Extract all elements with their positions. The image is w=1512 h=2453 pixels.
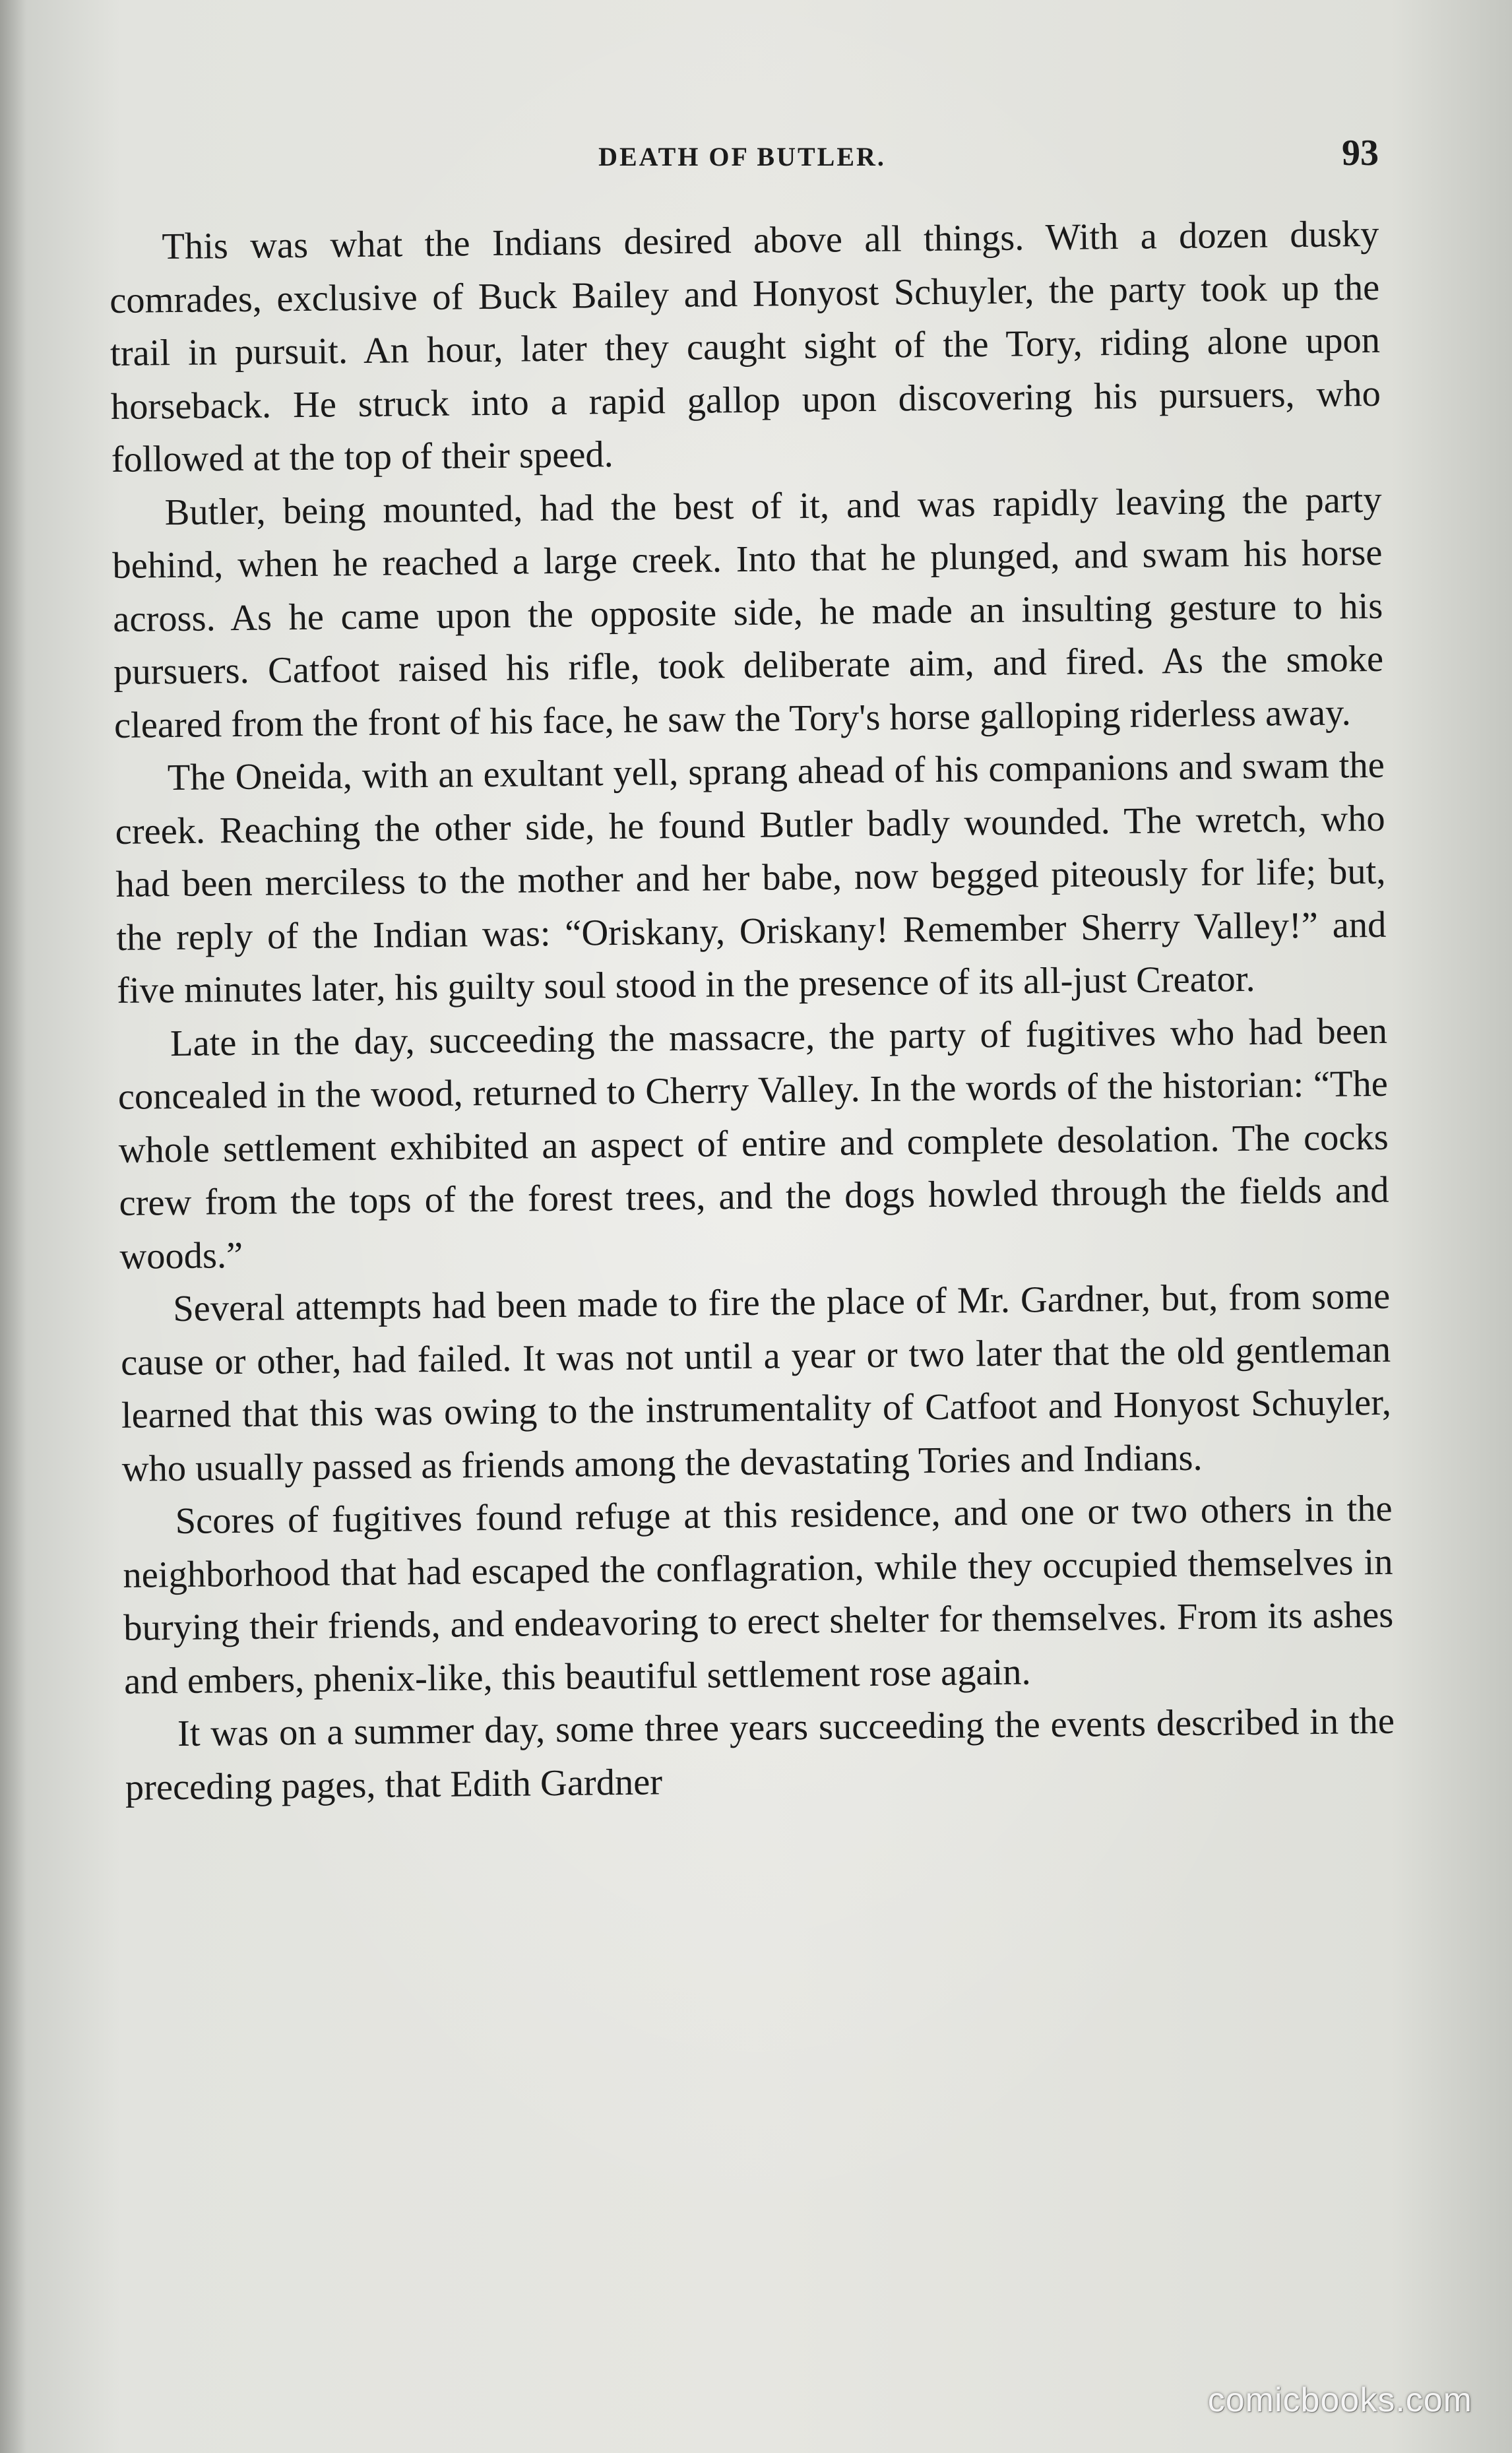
- paragraph: Butler, being mounted, had the best of it, and was rapidly leaving the party behind, when he reached a large creek. Into that he plunged, and swam his horse across. As he came upon the opposite side, he made an insulting gesture to his pursuers. Catfoot raised his rifle, took deliberate aim, and fired. As the smoke cleared from the front of his face, he saw the Tory's horse galloping riderless away.: [112, 479, 1384, 746]
- watermark: comicbooks.com: [1207, 2381, 1472, 2419]
- paragraph: The Oneida, with an exultant yell, sprang ahead of his companions and swam the creek. Reaching the other side, he found Butler badly wounded. The wretch, who had been merciless to the mother and her babe, now begged piteously for life; but, the reply of the Indian was: “Oriskany, Oriskany! Remember Sherry Valley!” and five minutes later, his guilty soul stood in the presence of its all-just Creator.: [115, 744, 1387, 1011]
- page-header: [106, 132, 1379, 178]
- paragraph: It was on a summer day, some three years succeeding the events described in the preceding pages, that Edith Gardner: [125, 1700, 1395, 1808]
- body-text: [109, 208, 1395, 1814]
- paragraph: Scores of fugitives found refuge at this residence, and one or two others in the neighborhood that had escaped the conflagration, while they occupied themselves in burying their friends, and endeavoring to erect shelter for themselves. From its ashes and embers, phenix-like, this beautiful settlement rose again.: [123, 1488, 1394, 1702]
- page-number: 93: [1342, 133, 1379, 174]
- paragraph: This was what the Indians desired above all things. With a dozen dusky comrades, exclusive of Buck Bailey and Honyost Schuyler, the party took up the trail in pursuit. An hour, later they caught sight of the Tory, riding alone upon horseback. He struck into a rapid gallop upon discovering his pursuers, who followed at the top of their speed.: [109, 213, 1381, 480]
- paragraph: Several attempts had been made to fire the place of Mr. Gardner, but, from some cause or other, had failed. It was not until a year or two later that the old gentleman learned that this was owing to the instrumentality of Catfoot and Honyost Schuyler, who usually passed as friends among the devastating Tories and Indians.: [120, 1275, 1392, 1490]
- paragraph: Late in the day, succeeding the massacre, the party of fugitives who had been concealed in the wood, returned to Cherry Valley. In the words of the historian: “The whole settlement exhibited an aspect of entire and complete desolation. The cocks crew from the tops of the forest trees, and the dogs howled through the fields and woods.”: [117, 1010, 1389, 1277]
- page-spine-shadow: [0, 0, 26, 2453]
- running-head: DEATH OF BUTLER.: [598, 142, 886, 172]
